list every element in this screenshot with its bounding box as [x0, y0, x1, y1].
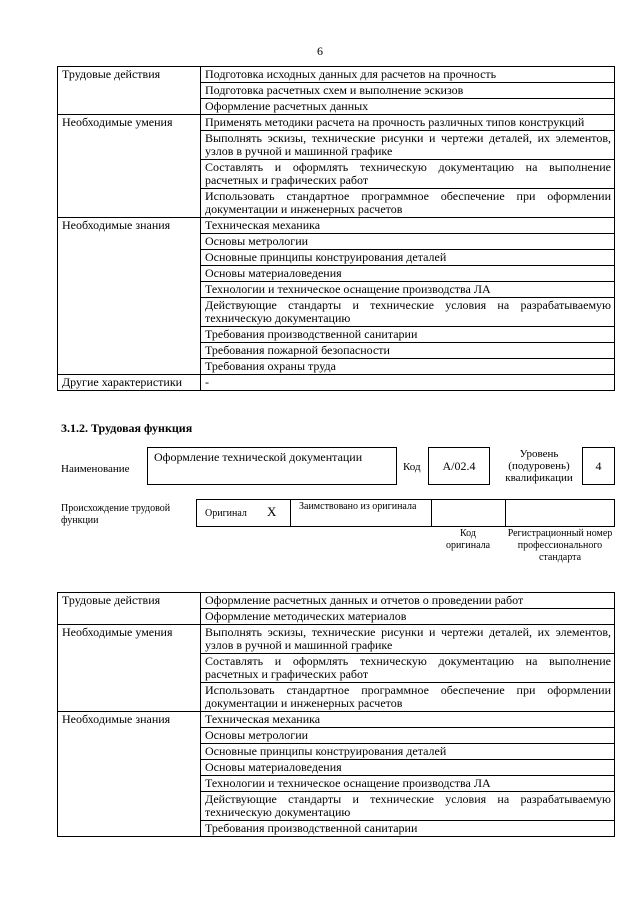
row-item: Составлять и оформлять техническую документацию на выполнение расчетных и графических работ	[201, 654, 615, 683]
row-item: Техническая механика	[201, 218, 615, 234]
row-item: Выполнять эскизы, технические рисунки и чертежи деталей, их элементов, узлов в ручной и машинной графике	[201, 131, 615, 160]
code-label: Код	[403, 461, 421, 473]
table-row	[58, 625, 615, 654]
row-item: Подготовка исходных данных для расчетов на прочность	[201, 67, 615, 83]
row-item: Основные принципы конструирования деталей	[201, 250, 615, 266]
reg-number-label: Регистрационный номер профессионального стандарта	[507, 528, 613, 563]
row-item: Составлять и оформлять техническую документацию на выполнение расчетных и графических работ	[201, 160, 615, 189]
original-box	[196, 499, 291, 527]
row-item: Требования производственной санитарии	[201, 327, 615, 343]
borrowed-label: Заимствовано из оригинала	[299, 501, 417, 512]
row-item: Требования производственной санитарии	[201, 821, 615, 837]
row-item: Основы материаловедения	[201, 266, 615, 282]
row-item: Применять методики расчета на прочность различных типов конструкций	[201, 115, 615, 131]
row-item: Оформление расчетных данных и отчетов о проведении работ	[201, 593, 615, 609]
name-value: Оформление технической документации	[154, 450, 363, 464]
code-box	[428, 447, 490, 485]
row-item: Оформление расчетных данных	[201, 99, 615, 115]
row-item: Требования охраны труда	[201, 359, 615, 375]
name-box	[147, 447, 397, 485]
borrowed-box	[290, 499, 432, 527]
row-item: Основы метрологии	[201, 728, 615, 744]
row-group-label: Другие характеристики	[58, 375, 201, 391]
row-item: -	[201, 375, 615, 391]
row-item: Основы материаловедения	[201, 760, 615, 776]
table-row	[58, 67, 615, 83]
level-box	[582, 447, 615, 485]
row-item: Подготовка расчетных схем и выполнение эскизов	[201, 83, 615, 99]
table-row	[58, 375, 615, 391]
code-original-box	[431, 499, 506, 527]
table-row	[58, 115, 615, 131]
row-item: Технологии и техническое оснащение производства ЛА	[201, 776, 615, 792]
labor-function-1-table	[57, 66, 615, 391]
level-label: Уровень (подуровень) квалификации	[505, 448, 573, 484]
code-original-label: Код оригинала	[445, 528, 491, 551]
origin-label: Происхождение трудовой функции	[61, 503, 171, 526]
row-item: Действующие стандарты и технические условия на разрабатываемую техническую документацию	[201, 792, 615, 821]
table-row	[58, 712, 615, 728]
row-item: Выполнять эскизы, технические рисунки и чертежи деталей, их элементов, узлов в ручной и машинной графике	[201, 625, 615, 654]
name-label: Наименование	[61, 463, 130, 475]
original-label: Оригинал	[205, 508, 247, 519]
original-mark: X	[267, 504, 277, 519]
row-group-label: Необходимые умения	[58, 625, 201, 712]
row-group-label: Необходимые знания	[58, 712, 201, 837]
row-item: Технологии и техническое оснащение производства ЛА	[201, 282, 615, 298]
row-group-label: Необходимые умения	[58, 115, 201, 218]
labor-function-2-table	[57, 592, 615, 837]
row-item: Оформление методических материалов	[201, 609, 615, 625]
table-row	[58, 218, 615, 234]
row-item: Действующие стандарты и технические условия на разрабатываемую техническую документацию	[201, 298, 615, 327]
row-group-label: Трудовые действия	[58, 67, 201, 115]
section-heading: 3.1.2. Трудовая функция	[61, 421, 193, 435]
level-value: 4	[595, 459, 602, 473]
row-item: Основы метрологии	[201, 234, 615, 250]
page-number: 6	[317, 44, 323, 58]
reg-number-box	[505, 499, 615, 527]
row-item: Использовать стандартное программное обеспечение при оформлении документации и инженерных расчетов	[201, 189, 615, 218]
code-value: А/02.4	[442, 459, 476, 473]
row-item: Использовать стандартное программное обеспечение при оформлении документации и инженерных расчетов	[201, 683, 615, 712]
row-item: Техническая механика	[201, 712, 615, 728]
row-item: Требования пожарной безопасности	[201, 343, 615, 359]
table-row	[58, 593, 615, 609]
row-item: Основные принципы конструирования деталей	[201, 744, 615, 760]
row-group-label: Необходимые знания	[58, 218, 201, 375]
row-group-label: Трудовые действия	[58, 593, 201, 625]
